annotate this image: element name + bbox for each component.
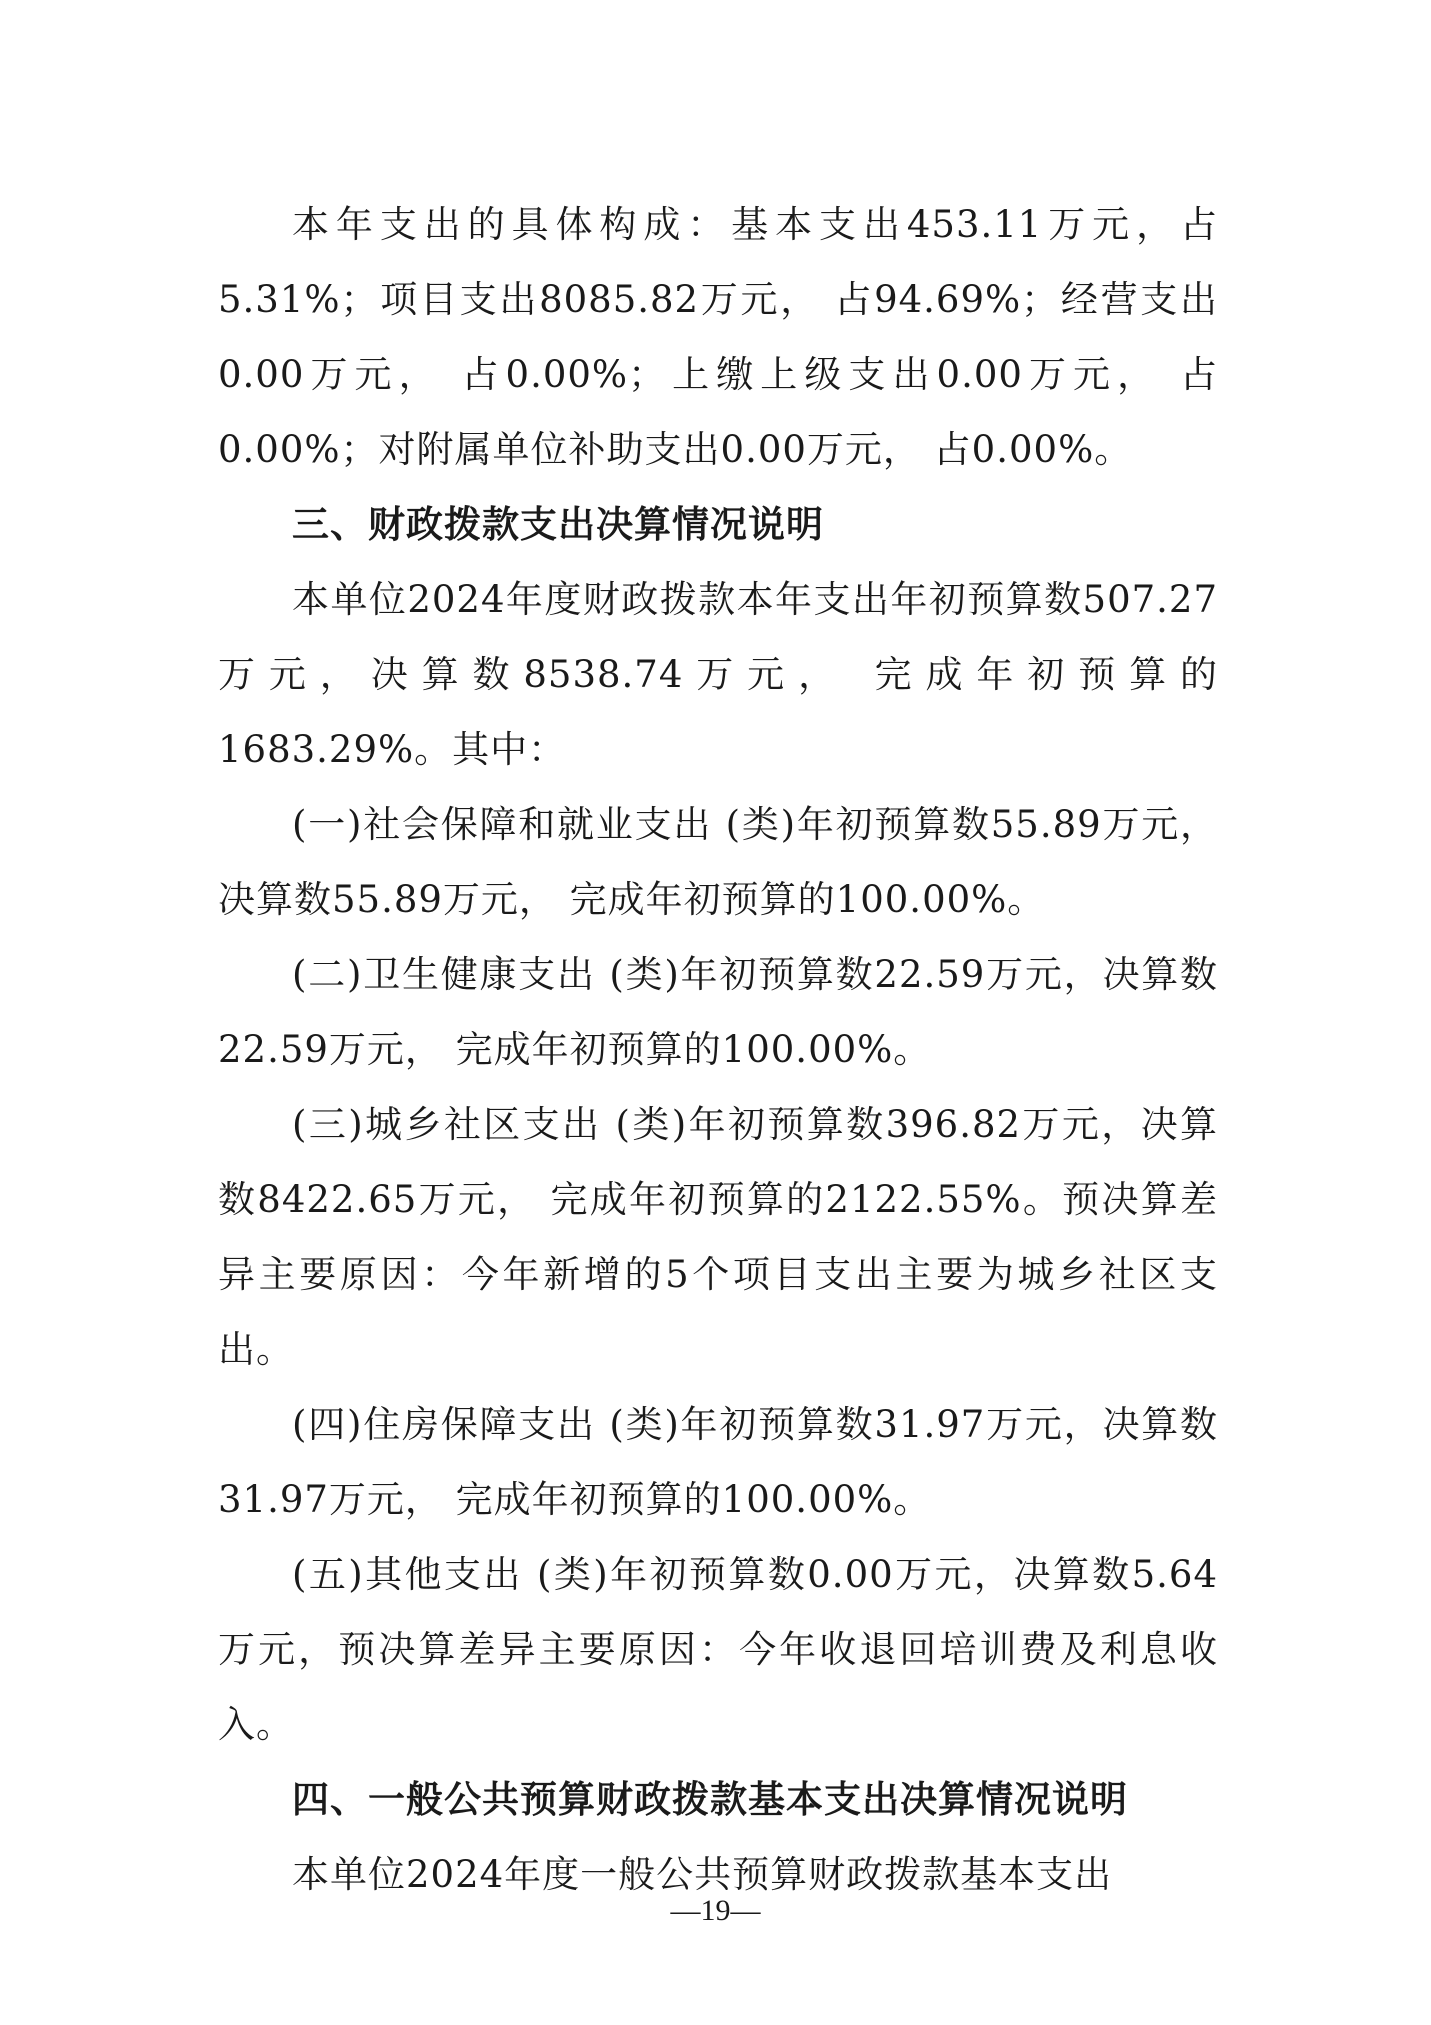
paragraph-item-4: (四)住房保障支出 (类)年初预算数31.97万元，决算数31.97万元， 完成年初预算的100.00%。 <box>218 1403 1218 1521</box>
section-heading-3: 三、财政拨款支出决算情况说明 <box>292 503 824 546</box>
paragraph-item-1: (一)社会保障和就业支出 (类)年初预算数55.89万元，决算数55.89万元， 完成年初预算的100.00%。 <box>218 803 1218 921</box>
body-text <box>218 187 1218 1912</box>
section-heading-4: 四、一般公共预算财政拨款基本支出决算情况说明 <box>292 1778 1128 1821</box>
paragraph-item-5: (五)其他支出 (类)年初预算数0.00万元，决算数5.64万元，预决算差异主要原因：今年收退回培训费及利息收入。 <box>218 1553 1218 1746</box>
paragraph-fiscal-appropriation-summary: 本单位2024年度财政拨款本年支出年初预算数507.27万元，决算数8538.74万元， 完成年初预算的1683.29%。其中： <box>218 578 1218 771</box>
paragraph-item-3: (三)城乡社区支出 (类)年初预算数396.82万元，决算数8422.65万元， 完成年初预算的2122.55%。预决算差异主要原因：今年新增的5个项目支出主要为城乡社区支出。 <box>218 1103 1218 1371</box>
paragraph-expenditure-composition: 本年支出的具体构成：基本支出453.11万元，占5.31%；项目支出8085.82万元， 占94.69%；经营支出0.00万元， 占0.00%；上缴上级支出0.00万元， 占0.00%；对附属单位补助支出0.00万元， 占0.00%。 <box>218 203 1218 471</box>
paragraph-item-2: (二)卫生健康支出 (类)年初预算数22.59万元，决算数22.59万元， 完成年初预算的100.00%。 <box>218 953 1218 1071</box>
page-number: —19— <box>670 1894 761 1927</box>
paragraph-basic-expenditure: 本单位2024年度一般公共预算财政拨款基本支出 <box>292 1853 1113 1896</box>
